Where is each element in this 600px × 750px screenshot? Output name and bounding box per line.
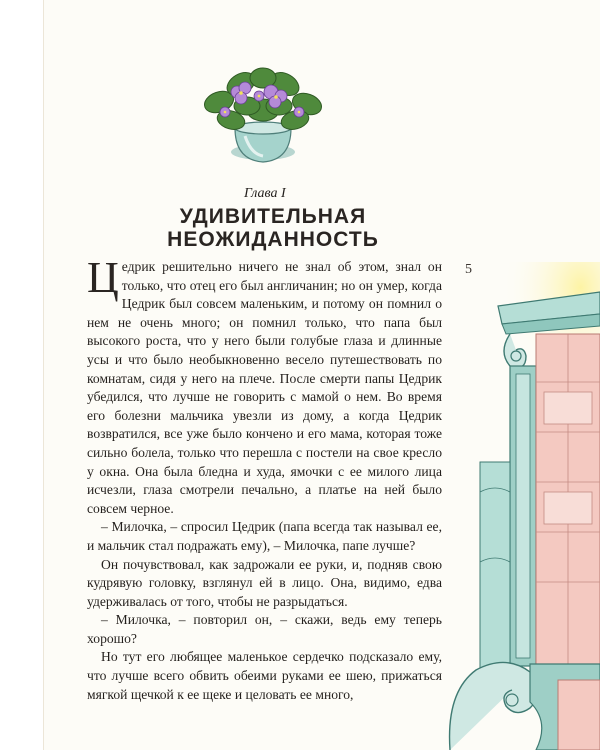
paragraph-3: Он почувствовал, как задрожали ее руки, и, подняв свою кудрявую головку, взглянул ей в лицо. Она, видимо, едва удерживалась от того, чтобы не разрыдаться. — [87, 556, 442, 609]
potted-violet-illustration — [201, 62, 325, 174]
ornate-stove-illustration — [440, 262, 600, 750]
chapter-body-text — [87, 253, 442, 704]
chapter-label: Глава I — [244, 186, 286, 201]
drop-cap: Ц — [87, 253, 119, 302]
paragraph-5: Но тут его любящее маленькое сердечко подсказало ему, что лучше всего обвить обеими руками ее шею, прижаться мягкой щечкой к ее щеке и целовать ее много, — [87, 649, 442, 702]
paragraph-1 — [87, 253, 442, 518]
paragraph-2: – Милочка, – спросил Цедрик (папа всегда так называл ее, и мальчик стал подражать ему), – Милочка, папе лучше? — [87, 519, 442, 553]
chapter-title-line-2: НЕОЖИДАННОСТЬ — [167, 228, 379, 251]
page-number: 5 — [465, 262, 472, 277]
book-page — [44, 0, 600, 750]
chapter-title-line-1: УДИВИТЕЛЬНАЯ — [179, 205, 367, 228]
chapter-title — [143, 205, 403, 251]
paragraph-1-text: едрик решительно ничего не знал об этом, знал он только, что отец его был англичанин; но он умер, когда Цедрик был совсем маленьким, и потому он помнил о нем не очень много; он помнил только, что папа был высокого роста, что у него были голубые глаза и длинные усы и что было необыкновенно весело путешествовать по комнатам, сидя у него на плече. После смерти папы Цедрик убедился, что лучше не говорить с мамой о нем. Во время его болезни мальчика увезли из дому, а когда Цедрик возвратился, все уже было кончено и его мама, которая тоже сильно болела, только что перешла с постели на свое кресло у окна. Она была бледна и худа, ямочки с ее милого лица исчезли, глаза смотрели печально, а платье на ней было совсем черное. — [87, 259, 442, 516]
paragraph-4: – Милочка, – повторил он, – скажи, ведь ему теперь хорошо? — [87, 612, 442, 646]
